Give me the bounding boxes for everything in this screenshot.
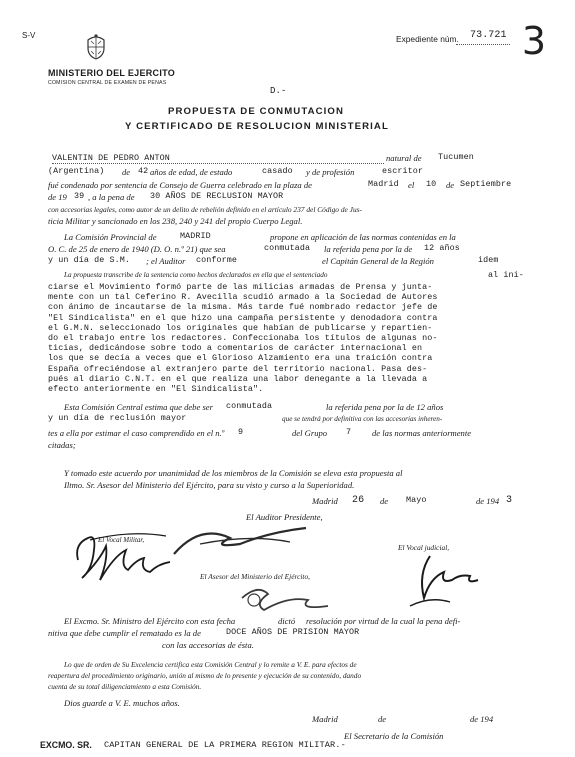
facts-line: efecto anteriormente en "El Sindicalista".: [48, 384, 264, 395]
original-sentence: 30 AÑOS DE RECLUSION MAYOR: [150, 191, 284, 201]
date-year: 3: [506, 495, 513, 506]
reference-mark: D.-: [270, 86, 287, 96]
facts-line: el G.M.N. seleccionado los originales que habían de publicarse y repartien-: [48, 322, 433, 333]
coat-of-arms-icon: [84, 34, 108, 60]
vocal-judicial-signature: [400, 548, 500, 613]
condemned-name: VALENTIN DE PEDRO ANTON: [52, 153, 170, 163]
date-month: Mayo: [406, 495, 427, 505]
vocal-militar-signature: [70, 520, 180, 595]
case-number: 9: [238, 427, 244, 437]
final-sentence: DOCE AÑOS DE PRISION MAYOR: [226, 627, 360, 637]
trial-month: Septiembre: [460, 179, 512, 189]
auditor-president-signature: [170, 514, 310, 569]
commission-name: COMISION CENTRAL DE EXAMEN DE PENAS: [48, 80, 167, 86]
closing-formula: Dios guarde a V. E. muchos años.: [64, 698, 180, 708]
profession: escritor: [382, 166, 424, 176]
auditor-president-label: El Auditor Presidente,: [246, 512, 323, 522]
facts-line: do el trabajo entre los redactores. Confeccionaba los títulos de algunas no-: [48, 333, 438, 344]
asesor-label: El Asesor del Ministerio del Ejército,: [200, 572, 311, 581]
document-page: S-V MINISTERIO DEL EJERCITO COMISION CENTRAL DE EXAMEN DE PENAS Expediente núm. 73.721 3 D.- PROPUESTA DE CONMUTACION Y CERTIFICADO DE RESOLUCION MINISTERIAL VALENTIN DE PEDRO ANTON natural de Tucumen (Argentina) de 42 años de edad, de estado casado y de profesión escritor fué condenado por sentencia de Consejo de Guerra celebrado en la plaza de Madrid el 10 de Septiembre de 19 39 , a la pena de 30 AÑOS DE RECLUSION MAYOR con accesorias legales, como autor de un delito de rebelión definido en el artículo 237 del Código de Jus- ticia Militar y sancionado en los 238, 240 y 241 del propio Cuerpo Legal. La Comisión Provincial de MADRID propone en aplicación de las normas contenidas en la O. C. de 25 de enero de 1940 (D. O. n.º 21) que sea conmutada la referida pena por la de 12 años y un día de S.M. ; el Auditor conforme el Capitán General de la Región idem La propuesta transcribe de la sentencia como hechos declarados en ella que el sentenciado al ini- ciarse el Movimiento formó parte de las milicias armadas de Prensa y junta- mente con un tal Ceferino R. Avecilla scudió armado a la Sociedad de Autores con ánimo de incautarse de la misma. Más tarde fué nombrado redactor jefe de "El Sindicalista" en el que hizo una campaña persistente y denodadora contra el G.M.N. seleccionado los originales que habían de publicarse y repartien- do el trabajo entre los redactores. Confeccionaba los títulos de algunas no- ticias, dedicándose sobre todo a comentarios de carácter internacional en los que se decía a veces que el Glorioso Alzamiento era una traición contra España ofreciéndose al extranjero parte del territorio nacional. Pasa des- pués al diario C.N.T. en el que realiza una labor denegante a la llevada a efecto anteriormente en "El Sindicalista". Esta Comisión Central estima que debe ser conmutada la referida pena por la de 12 años y un día de reclusión mayor que se tendrá por definitiva con las accesorias inheren- tes a ella por estimar el caso comprendido en el n.º 9 del Grupo 7 de las normas anteriormente citadas; Y tomado este acuerdo por unanimidad de los miembros de la Comisión se eleva esta propuesta al Iltmo. Sr. Asesor del Ministerio del Ejército, para su visto y curso a la Superioridad. Madrid 26 de Mayo de 194 3 El Auditor Presidente, El Vocal Militar, El Vocal judicial, El Asesor del Ministerio del Ejército, El Excmo. Sr. Ministro del Ejército con esta fecha dictó resolución por virtud de la cual la pena defi- nitiva que debe cumplir el rematado es la de DOCE AÑOS DE PRISION MAYOR con las accesorias de ésta. Lo que de orden de Su Excelencia certifica esta Comisión Central y lo remite a V. E. para efectos de reapertura del procedimiento originario, unión al mismo de lo presente y ejecución de su contenido, dando cuenta de su total diligenciamiento a esta Comisión. Dios guarde a V. E. muchos años. Madrid de de 194 El Secretario de la Comisión EXCMO. SR. CAPITAN GENERAL DE LA PRIMERA REGION MILITAR.-: [0, 0, 575, 757]
group-number: 7: [346, 427, 352, 437]
captain-opinion: idem: [478, 255, 499, 265]
ministry-name: MINISTERIO DEL EJERCITO: [48, 68, 176, 78]
facts-line: ciarse el Movimiento formó parte de las milicias armadas de Prensa y junta-: [48, 282, 433, 292]
facts-line: España ofreciéndose al extranjero parte del territorio nacional. Pasa des-: [48, 363, 428, 374]
facts-line: "El Sindicalista" en el que hizo una campaña persistente y denodadora contra: [48, 312, 438, 323]
expediente-label: Expediente núm.: [396, 34, 459, 44]
commission-decision: conmutada: [226, 401, 273, 411]
civil-status: casado: [262, 166, 293, 176]
birthplace: Tucumen: [438, 152, 474, 162]
facts-line: los que se decía a veces que el Glorioso Alzamiento era una traición contra: [48, 353, 433, 364]
addressee-name: CAPITAN GENERAL DE LA PRIMERA REGION MILITAR.-: [104, 740, 346, 750]
date-day: 26: [352, 495, 365, 506]
title-line-2: Y CERTIFICADO DE RESOLUCION MINISTERIAL: [125, 121, 389, 132]
proposed-years: 12 años: [424, 243, 460, 253]
expediente-number: 73.721: [470, 30, 507, 41]
auditor-opinion: conforme: [196, 255, 238, 265]
case-mark: 3: [521, 19, 547, 63]
secretary-label: El Secretario de la Comisión: [344, 731, 444, 741]
age-value: 42: [138, 166, 149, 176]
facts-line: ticias, dedicándose sobre todo a comentarios de carácter internacional en: [48, 343, 423, 354]
facts-line: pués al diario C.N.T. en el que realiza una labor denegante a la llevada a: [48, 373, 428, 384]
facts-block: [48, 282, 438, 394]
series-code: S-V: [22, 31, 36, 40]
date-city: Madrid: [312, 496, 338, 506]
trial-day: 10: [426, 179, 437, 189]
vocal-judicial-label: El Vocal judicial,: [398, 543, 450, 552]
addressee-title: EXCMO. SR.: [40, 740, 92, 750]
title-line-1: PROPUESTA DE CONMUTACION: [168, 106, 344, 117]
facts-line: mente con un tal Ceferino R. Avecilla scudió armado a la Sociedad de Autores: [48, 292, 438, 303]
proposal-type: conmutada: [264, 243, 311, 253]
province: MADRID: [180, 231, 211, 241]
facts-line: con ánimo de incautarse de la misma. Más tarde fué nombrado redactor jefe de: [48, 302, 438, 313]
trial-year: 39: [74, 191, 85, 201]
trial-city: Madrid: [368, 179, 399, 189]
birth-country: (Argentina): [48, 166, 105, 176]
vocal-militar-label: El Vocal Militar,: [98, 536, 145, 544]
